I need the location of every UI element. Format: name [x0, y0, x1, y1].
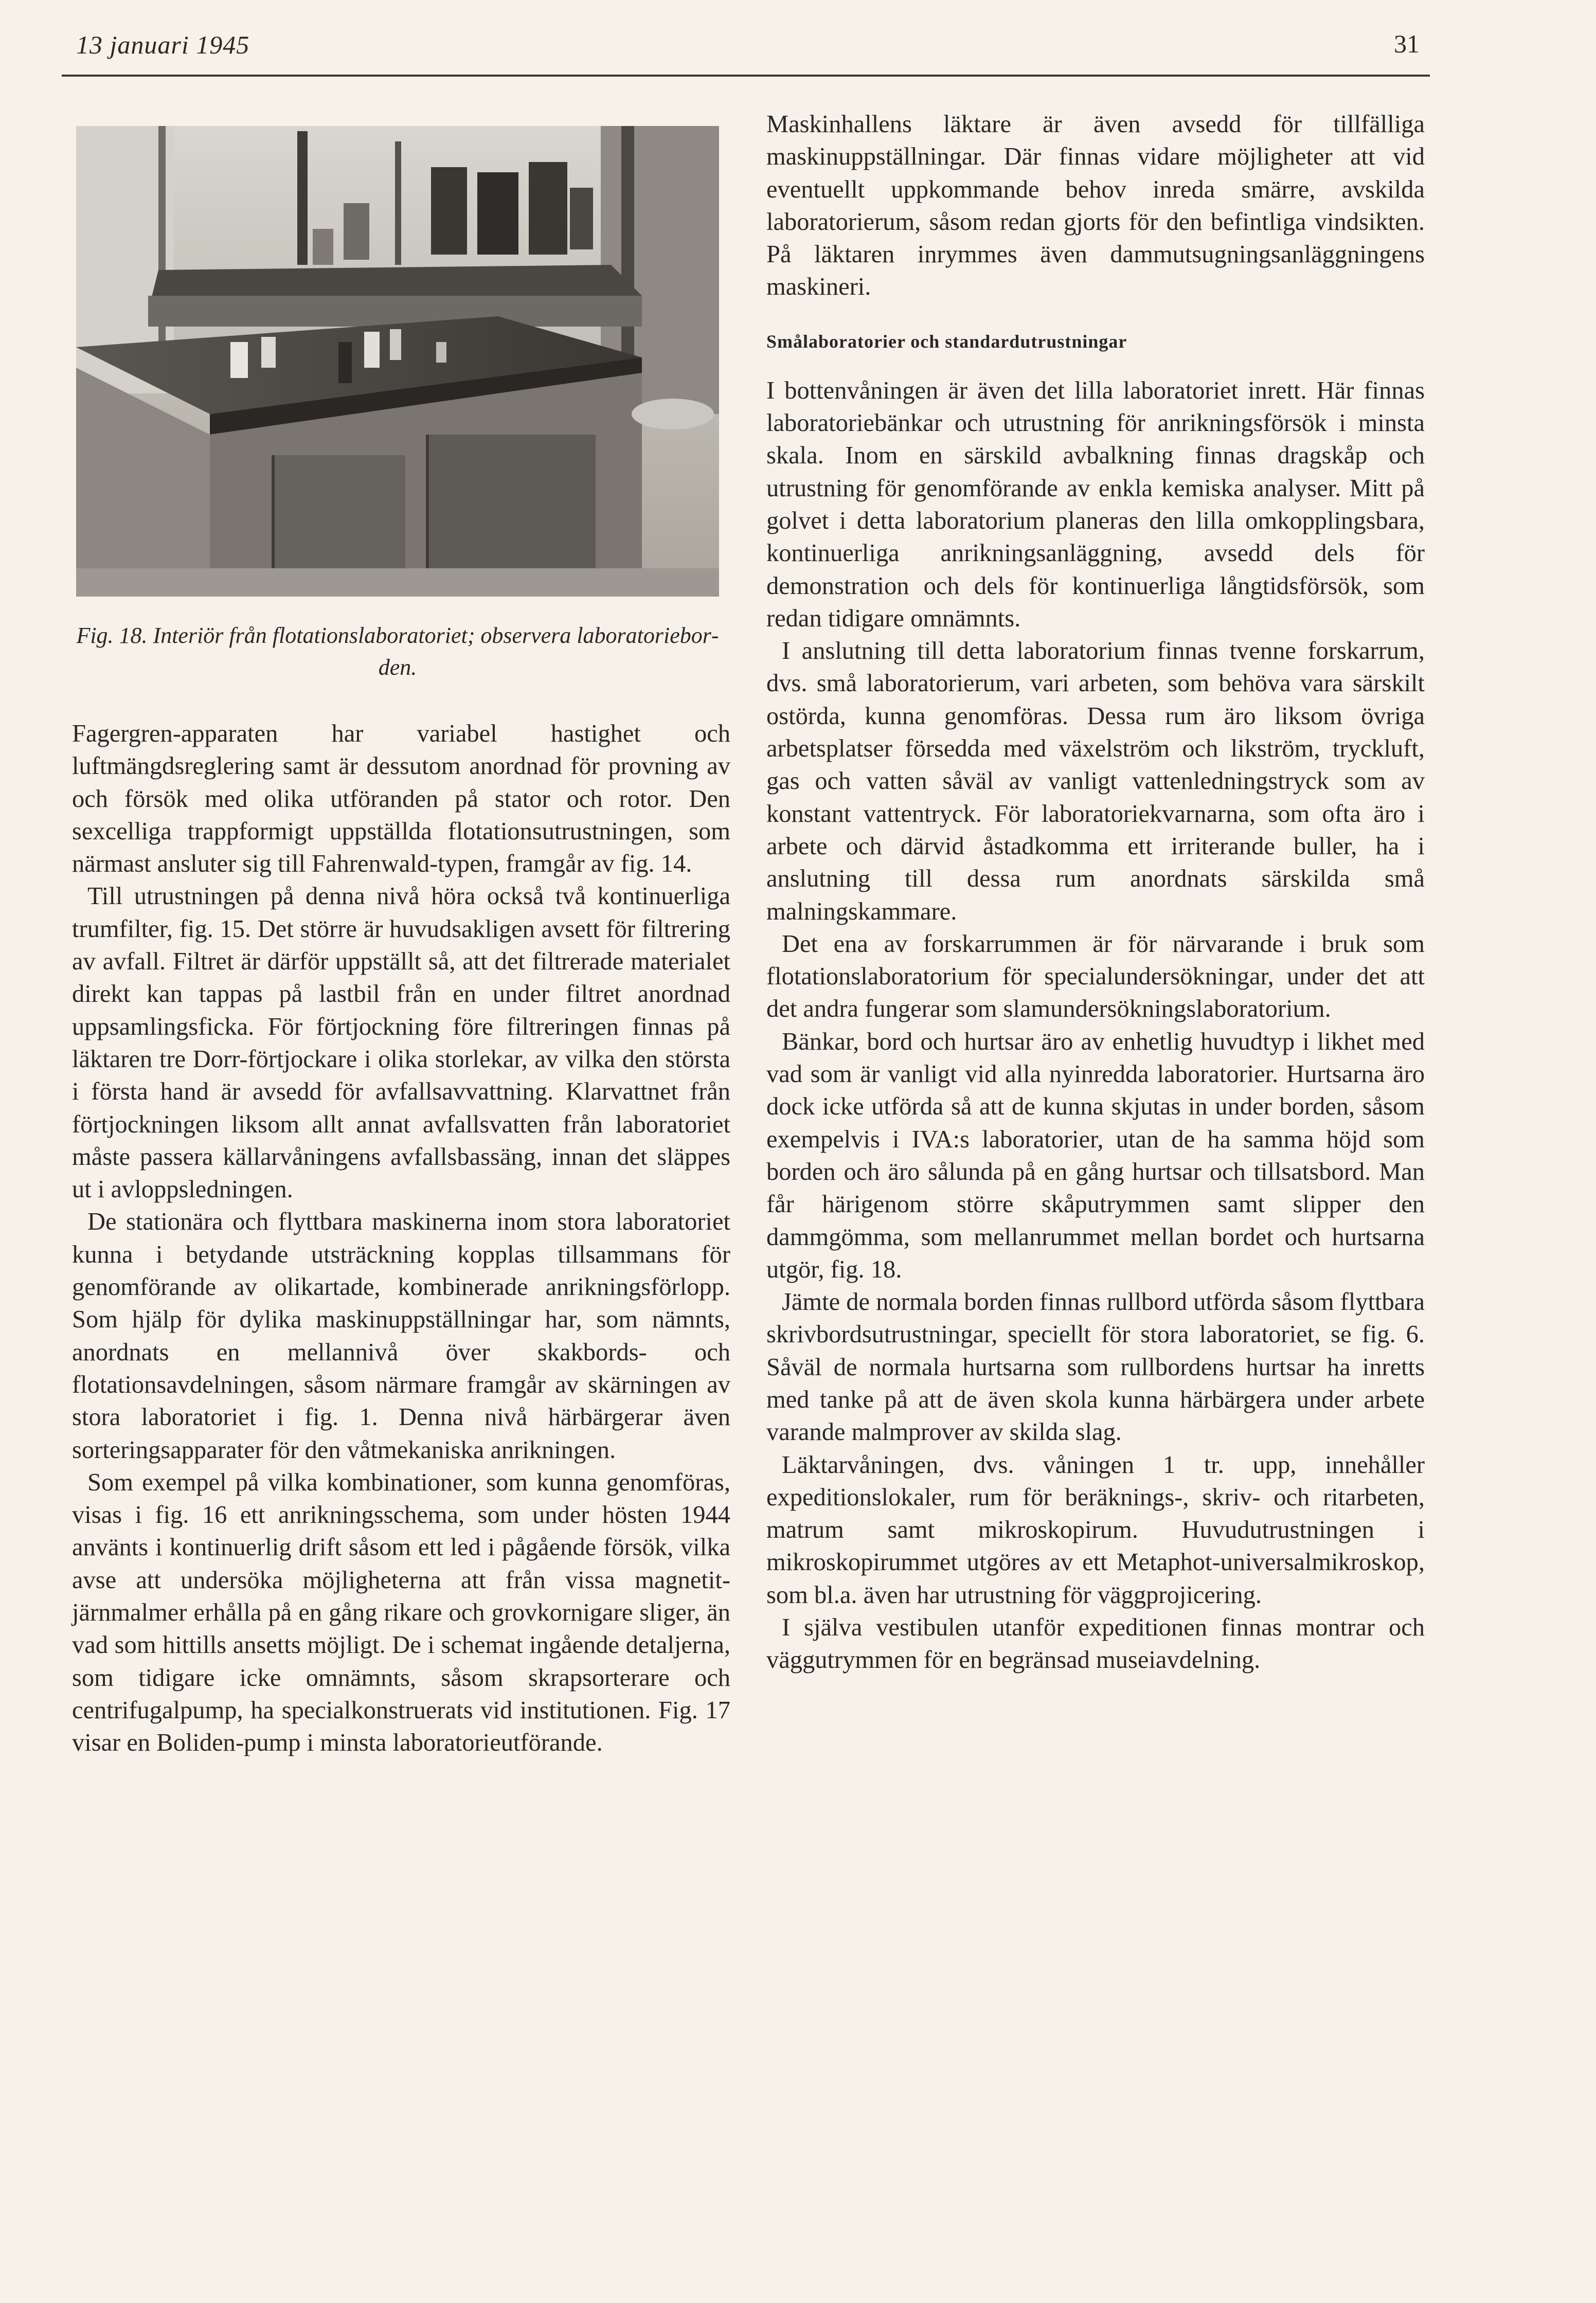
- page-header: [62, 26, 1430, 77]
- page-number: 31: [1394, 29, 1420, 58]
- left-column: [72, 717, 730, 1759]
- paragraph: Bänkar, bord och hurtsar äro av enhetlig huvudtyp i likhet med vad som är vanligt vid alla nyinredda laboratorier. Hurtsarna äro dock icke utförda så att de kunna skjutas in under borden, såsom exempelvis i IVA:s laboratorier, utan de ha samma höjd som borden och äro sålunda på en gång hurtsar och tillsatsbord. Man får härigenom större skåputrymmen samt slipper den dammgömma, som mellanrummet mellan bordet och hurtsarna utgör, fig. 18.: [766, 1028, 1425, 1283]
- paragraph: Fagergren-apparaten har variabel hastighet och luftmängdsreglering samt är dessutom anordnad för provning av och försök med olika utföranden på stator och rotor. Den sexcelliga trappformigt uppställda flotationsutrustningen, som närmast ansluter sig till Fahrenwald-typen, framgår av fig. 14.: [72, 720, 730, 878]
- paragraph: I anslutning till detta laboratorium finnas tvenne forskarrum, dvs. små laboratorierum, vari arbeten, som behöva vara särskilt ostörda, kunna genomföras. Dessa rum äro liksom övriga arbetsplatser försedda med växelström och likström, tryckluft, gas och vatten såväl av vanligt vattenledningstryck som av konstant vattentryck. För laboratoriekvarnarna, som ofta äro i arbete och därvid åstadkomma ett irriterande buller, ha i anslutning till dessa rum anordnats särskilda små malningskammare.: [766, 637, 1425, 925]
- paragraph: I själva vestibulen utanför expeditionen finnas montrar och väggutrymmen för en begränsad museiavdelning.: [766, 1614, 1425, 1674]
- figure-caption: Fig. 18. Interiör från flotationslaboratoriet; observera laboratorieborden.: [76, 623, 719, 680]
- laboratory-interior-illustration: [76, 126, 719, 597]
- paragraph: Jämte de normala borden finnas rullbord utförda såsom flyttbara skrivbordsutrustningar, speciellt för stora laboratoriet, se fig. 6. Såväl de normala hurtsarna som rullbordens hurtsar ha inretts med tanke på att de även skola kunna härbärgera under arbete varande malmprover av skilda slag.: [766, 1288, 1425, 1446]
- paragraph: I bottenvåningen är även det lilla laboratoriet inrett. Här finnas laboratoriebänkar och utrustning för anrikningsförsök i minsta skala. Inom en särskild avbalkning finnas dragskåp och utrustning för genomförande av enkla kemiska analyser. Mitt på golvet i detta laboratorium planeras den lilla omkopplingsbara, kontinuerliga anrikningsanläggning, avsedd dels för demonstration och dels för kontinuerliga långtidsförsök, som redan tidigare omnämnts.: [766, 376, 1425, 632]
- issue-date: 13 januari 1945: [76, 30, 250, 59]
- laboratory-photo: [76, 126, 719, 597]
- paragraph: Som exempel på vilka kombinationer, som kunna genomföras, visas i fig. 16 ett anrikningsschema, som under hösten 1944 använts i kontinuerlig drift såsom ett led i pågående försök, vilka avse att undersöka möjligheterna att från vissa magnetit-järnmalmer erhålla på en gång rikare och grovkornigare sliger, än vad som hittills ansetts möjligt. De i schemat ingående detaljerna, som tidigare icke omnämnts, såsom skrapsorterare och centrifugalpump, ha specialkonstruerats vid institutionen. Fig. 17 visar en Boliden-pump i minsta laboratorieutförande.: [72, 1468, 730, 1757]
- paragraph: Det ena av forskarrummen är för närvarande i bruk som flotationslaboratorium för specialundersökningar, under det att det andra fungerar som slamundersökningslaboratorium.: [766, 930, 1425, 1023]
- paragraph: Läktarvåningen, dvs. våningen 1 tr. upp, innehåller expeditionslokaler, rum för beräknings-, skriv- och ritarbeten, matrum samt mikroskopirum. Huvudutrustningen i mikroskopirummet utgöres av ett Metaphot-universalmikroskop, som bl.a. även har utrustning för väggprojicering.: [766, 1451, 1425, 1609]
- right-column: [766, 108, 1425, 1677]
- paragraph: De stationära och flyttbara maskinerna inom stora laboratoriet kunna i betydande utsträckning kopplas tillsammans för genomförande av olikartade, kombinerade anrikningsförlopp. Som hjälp för dylika maskinuppställningar har, som nämnts, anordnats en mellannivå över skakbords- och flotationsavdelningen, såsom närmare framgår av skärningen av stora laboratoriet i fig. 1. Denna nivå härbärgerar även sorteringsapparater för den våtmekaniska anrikningen.: [72, 1208, 730, 1464]
- paragraph: Maskinhallens läktare är även avsedd för tillfälliga maskinuppställningar. Där finnas vidare möjligheter att vid eventuellt uppkommande behov inreda smärre, avskilda laboratorierum, såsom redan gjorts för den befintliga vindsikten. På läktaren inrymmes även dammutsugningsanläggningens maskineri.: [766, 111, 1425, 301]
- paragraph: Till utrustningen på denna nivå höra också två kontinuerliga trumfilter, fig. 15. Det större är huvudsakligen avsett för filtrering av avfall. Filtret är därför uppställt så, att det filtrerade materialet direkt kan tappas på lastbil från en under filtret anordnad uppsamlingsficka. För förtjockning före filtreringen finnas på läktaren tre Dorr-förtjockare i olika storlekar, av vilka den största i första hand är avsedd för avfallsavvattning. Klarvattnet från förtjockningen liksom allt annat avfallsvatten från laboratoriet måste passera källarvåningens avfallsbassäng, innan det släppes ut i avloppsledningen.: [72, 883, 730, 1203]
- section-heading: Smålaboratorier och standardutrustningar: [766, 331, 1127, 352]
